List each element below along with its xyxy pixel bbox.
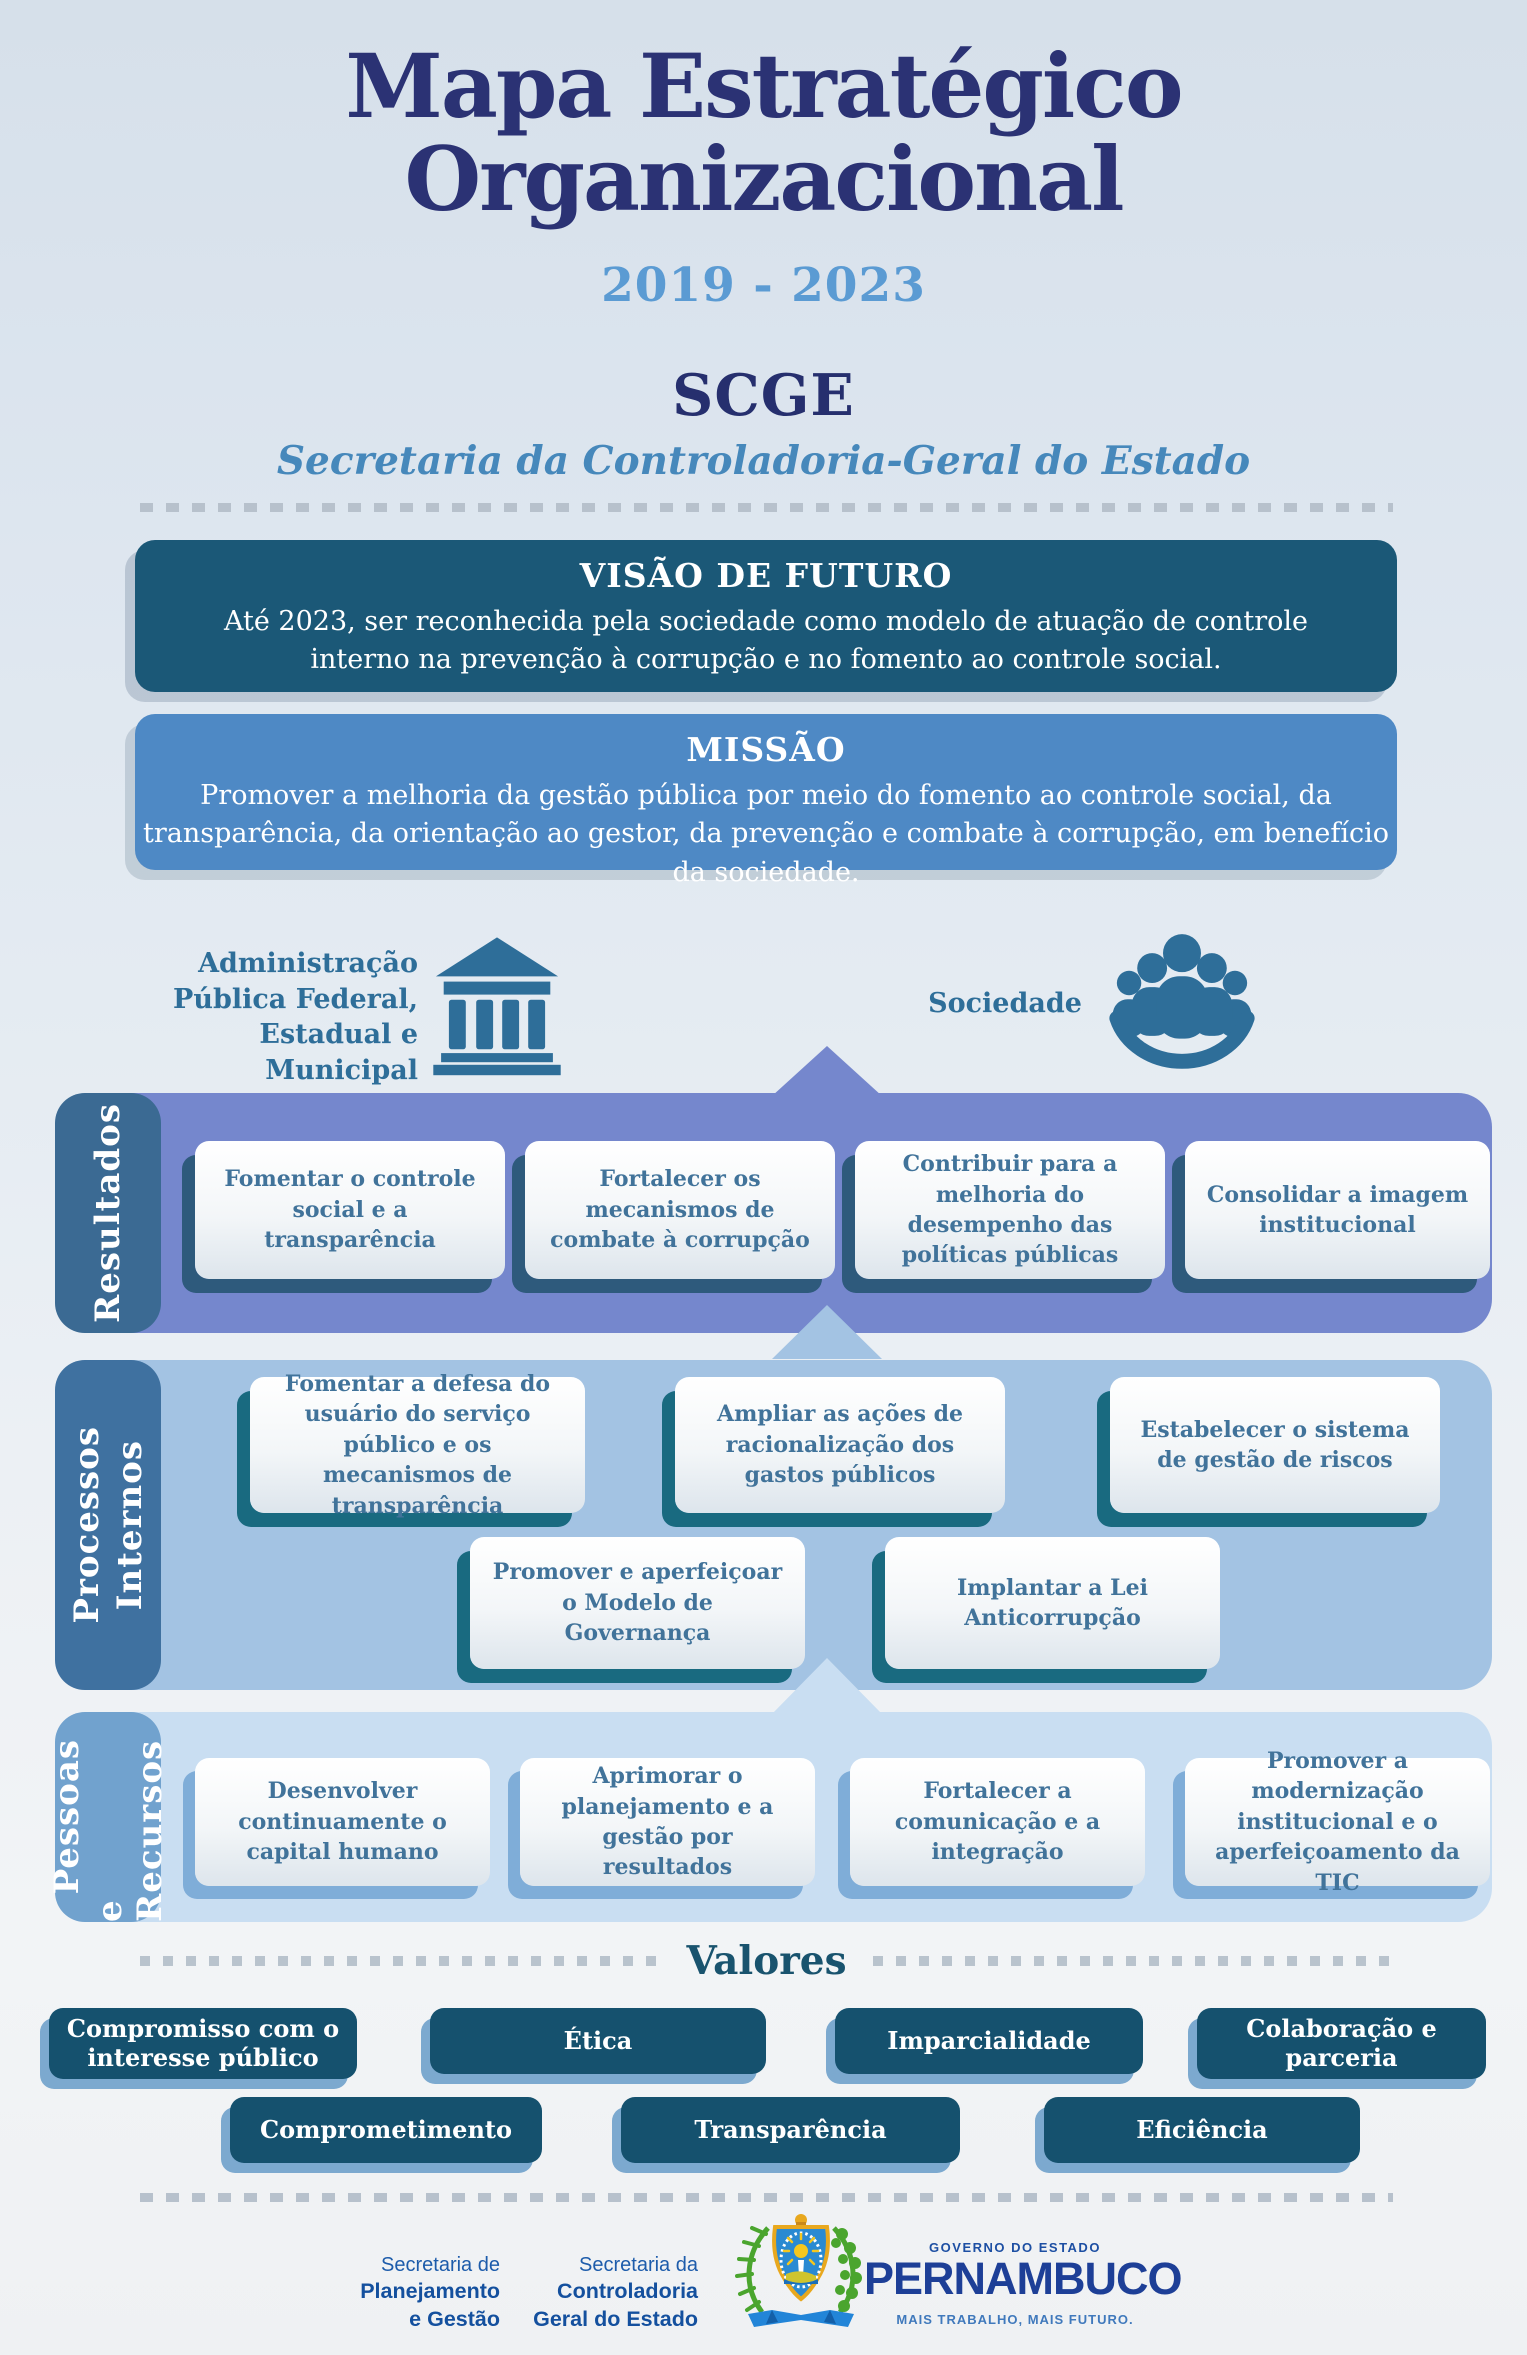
pernambuco-government-logo [864,2240,1182,2327]
card-processo-5: Implantar a Lei Anticorrupção [885,1537,1220,1669]
secretariat-controladoria-logo [520,2252,698,2334]
mission-text: Promover a melhoria da gestão pública por meio do fomento ao controle social, da transparência, da orientação ao gestor, da prevenção e combate à corrupção, em benefício da sociedade. [143,780,1389,888]
secretariat1-line3: e Gestão [409,2306,500,2331]
card-pessoas-3: Fortalecer a comunicação e a integração [850,1758,1145,1886]
gov-slogan: MAIS TRABALHO, MAIS FUTURO. [896,2311,1134,2327]
gov-state-name: PERNAMBUCO [864,2253,1182,2304]
mission-title: MISSÃO [686,730,846,769]
secretariat1-line1: Secretaria de [381,2254,500,2276]
valor-compromisso: Compromisso com o interesse público [49,2008,357,2079]
card-resultado-3: Contribuir para a melhoria do desempenho das políticas públicas [855,1141,1165,1279]
society-people-icon [1098,926,1266,1078]
row-pessoas-label-line1: Pessoas [46,1739,87,1895]
card-resultado-2: Fortalecer os mecanismos de combate à corrupção [525,1141,835,1279]
org-full-name: Secretaria da Controladoria-Geral do Estado [276,438,1251,484]
vision-banner [135,540,1397,692]
card-resultado-4: Consolidar a imagem institucional [1185,1141,1490,1279]
card-resultado-1: Fomentar o controle social e a transparência [195,1141,505,1279]
up-arrow-pessoas-icon [772,1658,882,1714]
public-administration-line1: Administração [198,948,418,979]
mission-banner [135,714,1397,888]
card-processo-1: Fomentar a defesa do usuário do serviço público e os mecanismos de transparência [250,1377,585,1513]
public-administration-line3: Estadual e Municipal [259,1019,418,1086]
row-resultados [55,1093,1492,1333]
secretariat2-line2: Controladoria [557,2279,698,2303]
valor-eficiencia: Eficiência [1044,2097,1360,2163]
row-processos-internos [55,1360,1492,1690]
pernambuco-coat-of-arms-icon [726,2210,876,2346]
vision-text: Até 2023, ser reconhecida pela sociedade como modelo de atuação de controle interno na prevenção à corrupção e no fomento ao controle social. [223,606,1308,676]
row-resultados-band [55,1093,161,1333]
valor-etica: Ética [430,2008,766,2074]
up-arrow-processos-icon [772,1305,882,1359]
row-pessoas-recursos [46,1712,1492,1922]
government-building-icon [432,934,562,1076]
valor-imparcialidade: Imparcialidade [835,2008,1143,2074]
page-title [0,34,1527,232]
card-processo-2: Ampliar as ações de racionalização dos gastos públicos [675,1377,1005,1513]
org-acronym: SCGE [672,362,855,429]
valor-colaboracao: Colaboração e parceria [1197,2008,1486,2079]
row-resultados-label: Resultados [88,1103,128,1323]
row-pessoas-band [46,1712,170,1922]
card-pessoas-4: Promover a modernização institucional e o aperfeiçoamento da TIC [1185,1758,1490,1886]
card-processo-3: Estabelecer o sistema de gestão de riscos [1110,1377,1440,1513]
valores-heading [140,1938,1393,1984]
gov-small-label: GOVERNO DO ESTADO [929,2240,1101,2255]
valor-transparencia: Transparência [621,2097,960,2163]
period-years: 2019 - 2023 [601,258,926,313]
row-pessoas-label-line2: e Recursos [89,1739,170,1922]
up-arrow-results-icon [772,1046,882,1096]
dashed-divider-top [140,503,1393,512]
page-title-line2: Organizacional [404,127,1123,232]
row-processos-label-line2: Internos [109,1439,150,1611]
public-administration-label [130,946,418,1089]
secretariat2-line1: Secretaria da [579,2254,698,2276]
public-administration-line2: Pública Federal, [173,983,418,1015]
secretariat2-line3: Geral do Estado [533,2306,698,2331]
society-label: Sociedade [928,988,1082,1019]
dotted-line-left [140,1956,660,1966]
row-processos-label-line1: Processos [66,1426,107,1624]
vision-title: VISÃO DE FUTURO [579,556,953,595]
secretariat1-line2: Planejamento [360,2279,500,2303]
secretariat-planejamento-logo [300,2252,500,2334]
dashed-divider-bottom [140,2193,1393,2202]
dotted-line-right [873,1956,1393,1966]
card-pessoas-1: Desenvolver continuamente o capital humano [195,1758,490,1886]
card-processo-4: Promover e aperfeiçoar o Modelo de Governança [470,1537,805,1669]
page-title-line1: Mapa Estratégico [345,34,1182,138]
row-processos-band [55,1360,161,1690]
card-pessoas-2: Aprimorar o planejamento e a gestão por resultados [520,1758,815,1886]
valores-title: Valores [686,1938,847,1984]
valor-comprometimento: Comprometimento [230,2097,542,2163]
